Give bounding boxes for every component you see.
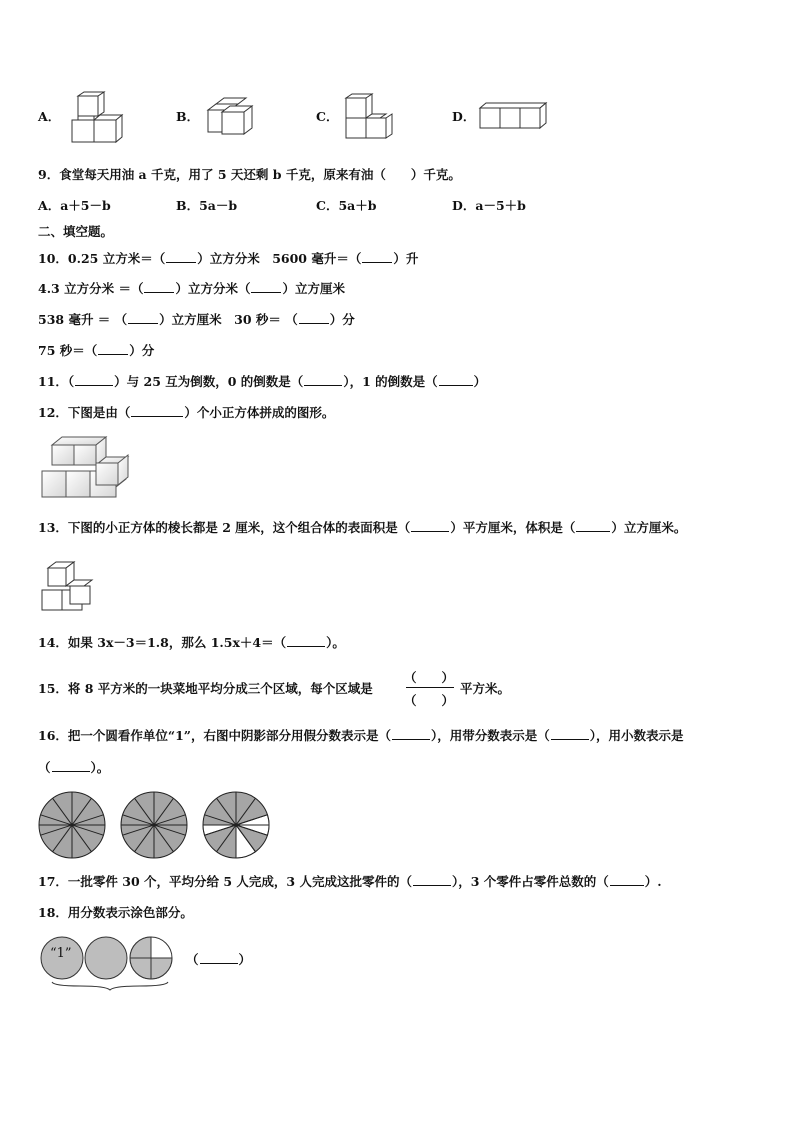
question-10-line-2: 4.3 立方分米 ＝（ ）立方分米（ ）立方厘米 xyxy=(38,281,345,296)
question-17: 17．一批零件 30 个，平均分给 5 人完成，3 人完成这批零件的（ ），3 个零件占零件总数的（ ）. xyxy=(38,874,662,889)
shaded-circles-figure-18 xyxy=(40,936,176,992)
q9-option-a: A．a＋5－b xyxy=(38,198,111,213)
option-c-label: C． xyxy=(316,109,339,124)
question-10-line-1: 10．0.25 立方米＝（ ）立方分米 5600 毫升＝（ ）升 xyxy=(38,251,419,266)
unit-one-label: “1” xyxy=(50,946,72,961)
circle-fraction-figures xyxy=(37,790,277,862)
question-13: 13．下图的小正方体的棱长都是 2 厘米，这个组合体的表面积是（ ）平方厘米，体积是（ ）立方厘米。 xyxy=(38,520,687,535)
cube-figure-c xyxy=(344,94,394,142)
cube-figure-b xyxy=(206,98,266,138)
cube-stack-figure-13 xyxy=(40,560,100,612)
q9-option-d: D．a－5＋b xyxy=(452,198,526,213)
cube-figure-a xyxy=(68,92,128,142)
section-heading: 二、填空题。 xyxy=(38,224,114,239)
fraction-denominator: （ ） xyxy=(404,693,455,708)
question-15-unit: 平方米。 xyxy=(460,681,511,696)
question-9: 9．食堂每天用油 a 千克，用了 5 天还剩 b 千克，原来有油（ ）千克。 xyxy=(38,167,461,182)
cube-figure-d xyxy=(478,102,550,132)
option-a-label: A． xyxy=(38,109,61,124)
option-b-label: B． xyxy=(176,109,200,124)
fraction-numerator: （ ） xyxy=(404,670,455,685)
fraction-bar xyxy=(406,687,454,688)
question-10-line-3: 538 毫升 ＝ （ ）立方厘米 30 秒＝ （ ）分 xyxy=(38,312,355,327)
question-12: 12．下图是由（ ）个小正方体拼成的图形。 xyxy=(38,405,335,420)
question-18: 18．用分数表示涂色部分。 xyxy=(38,905,193,920)
question-15: 15．将 8 平方米的一块菜地平均分成三个区域，每个区域是 xyxy=(38,681,373,696)
question-16-line-2: （ ）。 xyxy=(38,760,110,775)
q9-option-c: C．5a＋b xyxy=(316,198,377,213)
question-18-answer: （ ） xyxy=(186,952,252,967)
question-10-line-4: 75 秒＝（ ）分 xyxy=(38,343,155,358)
question-11: 11．（ ）与 25 互为倒数，0 的倒数是（ ），1 的倒数是（ ） xyxy=(38,374,487,389)
option-d-label: D． xyxy=(452,109,476,124)
question-14: 14．如果 3x－3＝1.8，那么 1.5x＋4＝（ ）。 xyxy=(38,635,345,650)
cube-stack-figure-12 xyxy=(40,437,140,499)
q9-option-b: B．5a－b xyxy=(176,198,238,213)
question-16-line-1: 16．把一个圆看作单位“1”，右图中阴影部分用假分数表示是（ ），用带分数表示是（ ），用小数表示是 xyxy=(38,728,684,743)
